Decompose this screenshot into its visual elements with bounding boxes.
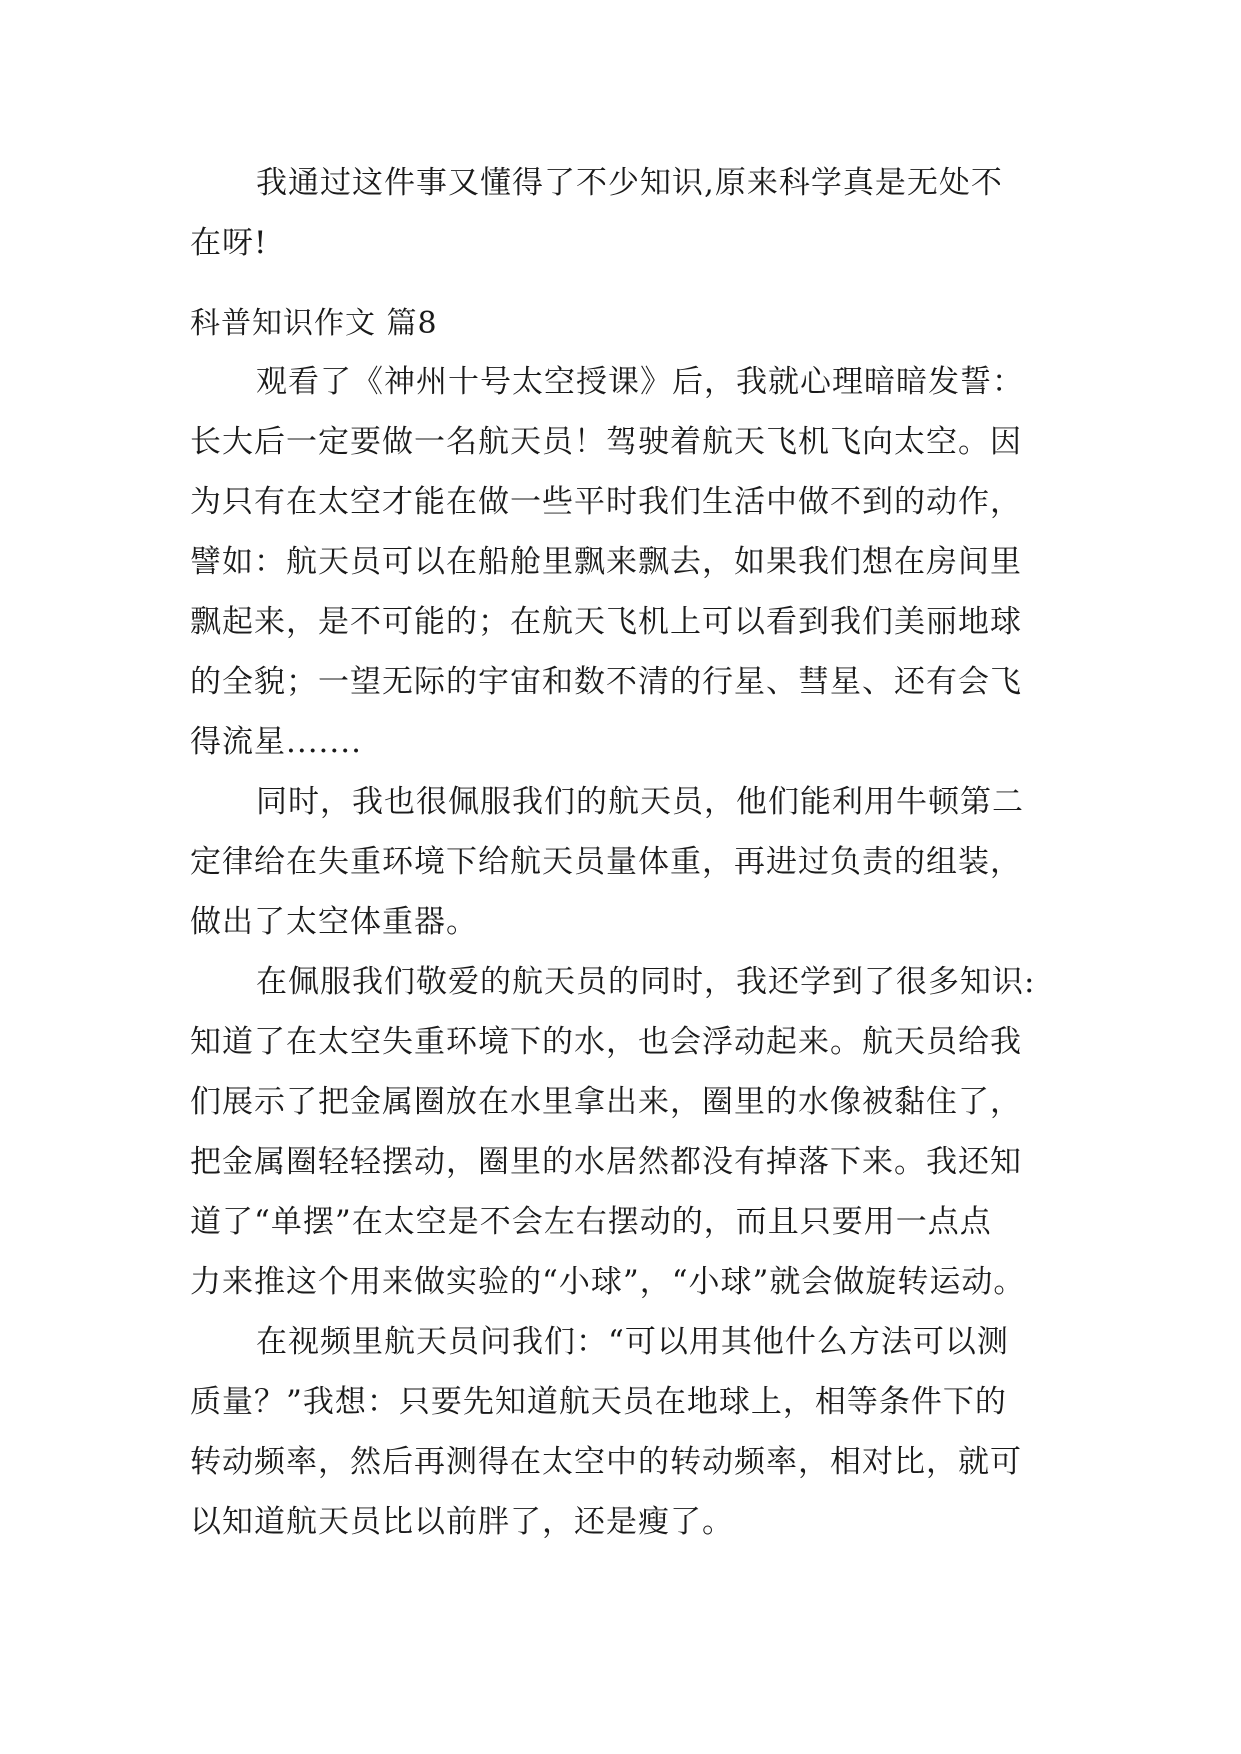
paragraph-line: 质量？”我想：只要先知道航天员在地球上，相等条件下的 [190,1384,1007,1420]
paragraph-line: 们展示了把金属圈放在水里拿出来，圈里的水像被黏住了， [190,1084,1022,1120]
paragraph-line: 飘起来，是不可能的；在航天飞机上可以看到我们美丽地球 [190,604,1022,640]
paragraph-line: 做出了太空体重器。 [190,904,478,940]
paragraph-line: 以知道航天员比以前胖了，还是瘦了。 [190,1504,734,1540]
paragraph-line: 长大后一定要做一名航天员！驾驶着航天飞机飞向太空。因 [190,424,1022,460]
paragraph-line: 观看了《神州十号太空授课》后，我就心理暗暗发誓： [256,364,1024,400]
paragraph-line: 把金属圈轻轻摆动，圈里的水居然都没有掉落下来。我还知 [190,1144,1022,1180]
paragraph-line: 为只有在太空才能在做一些平时我们生活中做不到的动作， [190,484,1022,520]
paragraph-line: 得流星....... [190,724,362,760]
paragraph-3 [190,952,1070,1312]
section-title: 科普知识作文 篇8 [190,306,438,341]
paragraph-line: 我通过这件事又懂得了不少知识,原来科学真是无处不 [256,165,1003,201]
paragraph-line: 转动频率，然后再测得在太空中的转动频率，相对比，就可 [190,1444,1022,1480]
paragraph-line: 道了“单摆”在太空是不会左右摆动的，而且只要用一点点 [190,1204,992,1240]
paragraph-line: 力来推这个用来做实验的“小球”，“小球”就会做旋转运动。 [190,1264,1026,1300]
paragraph-line: 定律给在失重环境下给航天员量体重，再进过负责的组装， [190,844,1022,880]
paragraph-line: 在呀! [190,225,268,261]
paragraph-line: 同时，我也很佩服我们的航天员，他们能利用牛顿第二 [256,784,1024,820]
paragraph-line: 譬如：航天员可以在船舱里飘来飘去，如果我们想在房间里 [190,544,1022,580]
paragraph-line: 知道了在太空失重环境下的水，也会浮动起来。航天员给我 [190,1024,1022,1060]
paragraph-2 [190,772,1070,952]
section-heading [190,294,1070,354]
paragraph-line: 的全貌；一望无际的宇宙和数不清的行星、彗星、还有会飞 [190,664,1022,700]
paragraph-4 [190,1312,1070,1552]
paragraph-line: 在佩服我们敬爱的航天员的同时，我还学到了很多知识: [256,964,1036,1000]
paragraph-line: 在视频里航天员问我们：“可以用其他什么方法可以测 [256,1324,1009,1360]
intro-paragraph [190,153,1070,273]
paragraph-1 [190,352,1070,772]
